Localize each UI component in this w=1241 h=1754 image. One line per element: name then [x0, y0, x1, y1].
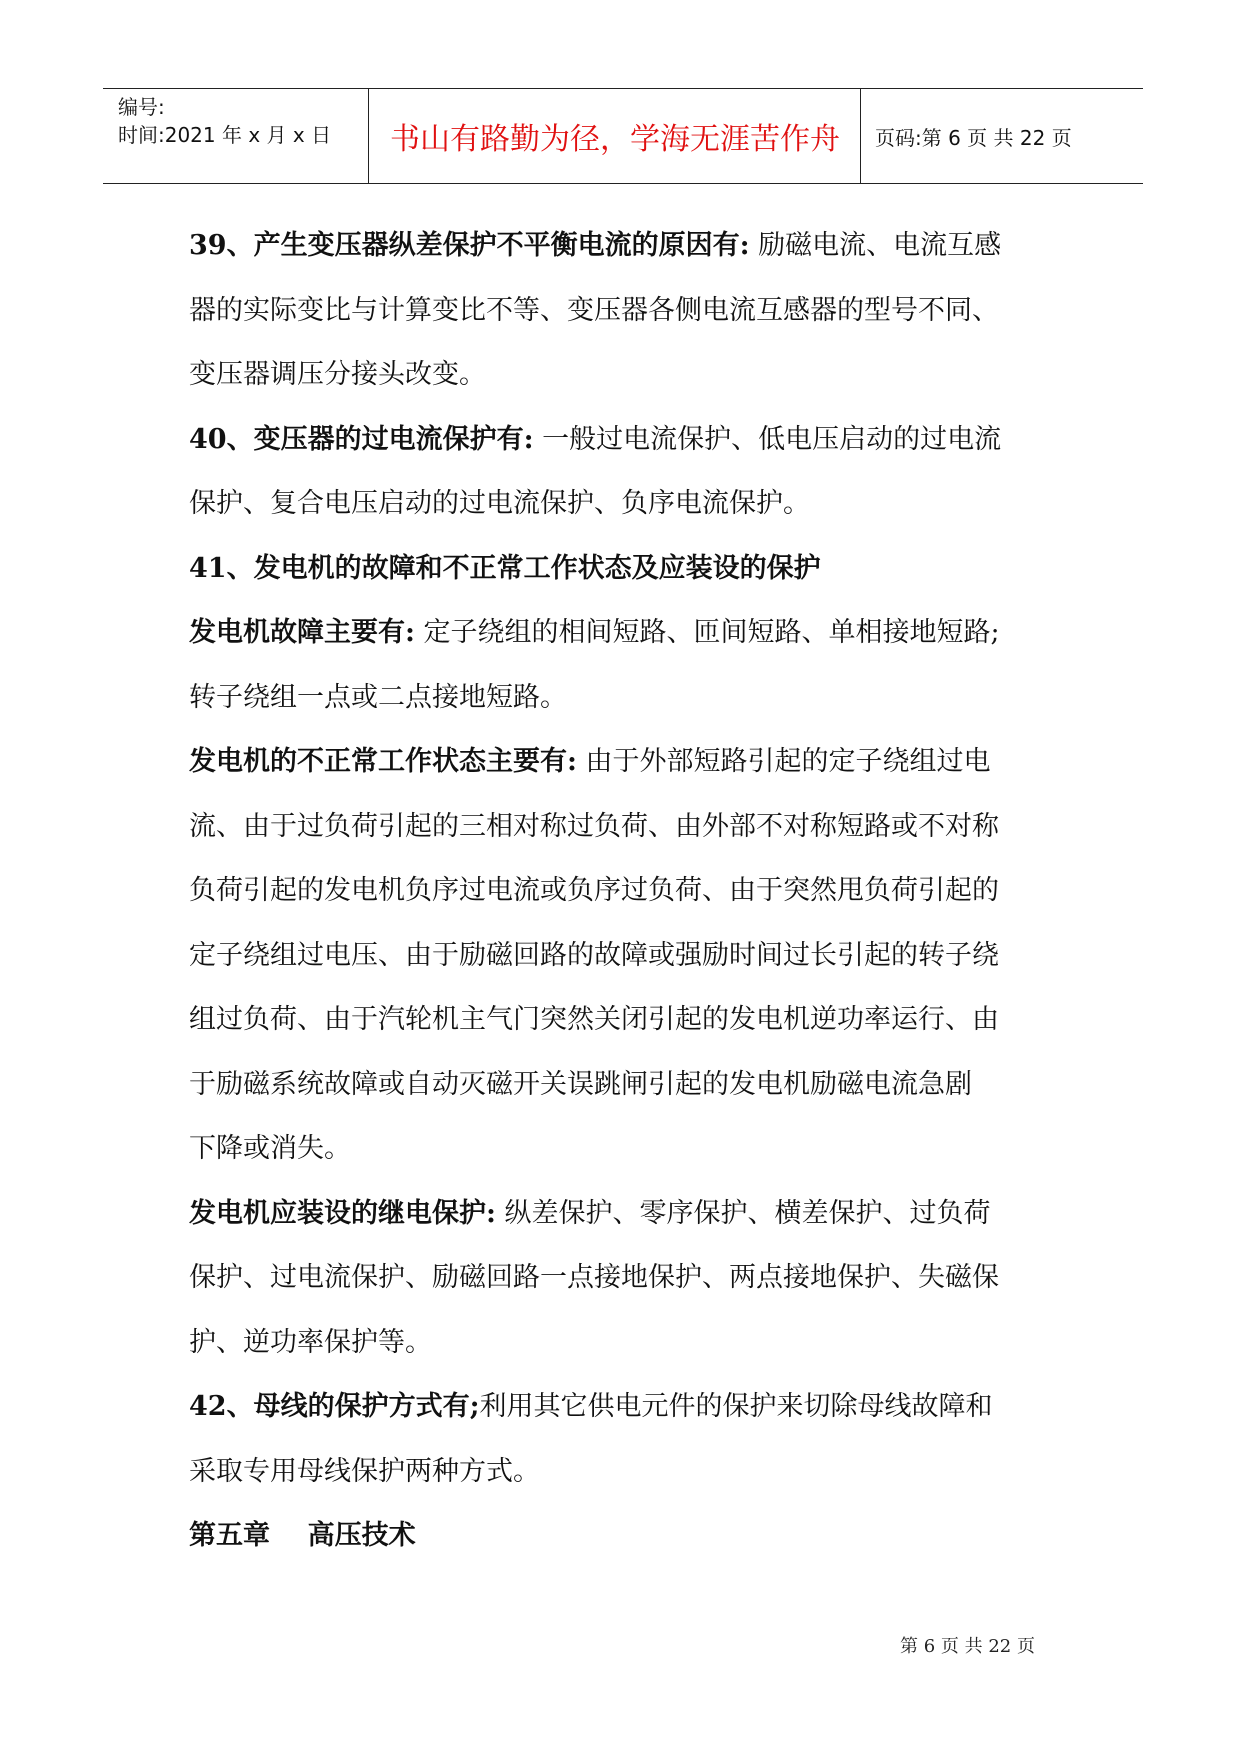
body-text: 由于外部短路引起的定子绕组过电: [576, 746, 991, 777]
bold-heading: 第五章 高压技术: [189, 1520, 416, 1551]
body-text: 流、由于过负荷引起的三相对称过负荷、由外部不对称短路或不对称: [189, 810, 999, 842]
text-line: [189, 1375, 1089, 1440]
bold-heading: 42、母线的保护方式有;: [189, 1391, 480, 1422]
chapter-heading: [189, 1504, 1089, 1569]
text-line: [189, 1246, 1089, 1311]
bold-heading: 41、发电机的故障和不正常工作状态及应装设的保护: [189, 552, 821, 584]
text-line: [189, 408, 1089, 473]
header-motto: 书山有路勤为径，学海无涯苦作舟: [390, 122, 840, 157]
page-header: [103, 88, 1143, 184]
page-footer: 第 6 页 共 22 页: [900, 1636, 1035, 1657]
body-text: 保护、复合电压启动的过电流保护、负序电流保护。: [189, 488, 810, 519]
header-divider: [368, 89, 369, 183]
bold-heading: 40、变压器的过电流保护有:: [189, 423, 534, 455]
body-text: 励磁电流、电流互感: [749, 230, 1002, 261]
document-date: 时间:2021 年 x 月 x 日: [118, 123, 332, 147]
header-divider: [860, 89, 861, 183]
text-line: [189, 472, 1089, 537]
body-text: 器的实际变比与计算变比不等、变压器各侧电流互感器的型号不同、: [189, 294, 999, 326]
text-line: [189, 214, 1089, 279]
body-text: 纵差保护、零序保护、横差保护、过负荷: [495, 1197, 991, 1229]
text-line: [189, 859, 1089, 924]
body-text: 于励磁系统故障或自动灭磁开关误跳闸引起的发电机励磁电流急剧: [189, 1068, 972, 1100]
header-page-number: 页码:第 6 页 共 22 页: [875, 125, 1072, 150]
body-text: 变压器调压分接头改变。: [189, 359, 486, 390]
text-line: [189, 666, 1089, 731]
body-text: 负荷引起的发电机负序过电流或负序过负荷、由于突然甩负荷引起的: [189, 875, 999, 906]
text-line: [189, 924, 1089, 989]
text-line: [189, 1053, 1089, 1118]
body-text: 下降或消失。: [189, 1133, 351, 1164]
text-line: [189, 730, 1089, 795]
text-line: [189, 988, 1089, 1053]
header-meta: [118, 93, 331, 149]
text-line: [189, 1182, 1089, 1247]
body-text: 定子绕组的相间短路、匝间短路、单相接地短路;: [414, 617, 1000, 648]
bold-heading: 发电机故障主要有:: [189, 617, 415, 648]
body-text: 保护、过电流保护、励磁回路一点接地保护、两点接地保护、失磁保: [189, 1262, 999, 1293]
bold-heading: 发电机应装设的继电保护:: [189, 1197, 496, 1229]
text-line: [189, 795, 1089, 860]
bold-heading: 发电机的不正常工作状态主要有:: [189, 746, 577, 777]
text-line: [189, 1117, 1089, 1182]
text-line: [189, 601, 1089, 666]
body-text: 护、逆功率保护等。: [189, 1326, 432, 1358]
text-line: [189, 1440, 1089, 1505]
body-text: 组过负荷、由于汽轮机主气门突然关闭引起的发电机逆功率运行、由: [189, 1004, 999, 1035]
text-line: [189, 1311, 1089, 1376]
body-text: 定子绕组过电压、由于励磁回路的故障或强励时间过长引起的转子绕: [189, 939, 999, 971]
document-body: [189, 214, 1089, 1569]
text-line: [189, 279, 1089, 344]
body-text: 采取专用母线保护两种方式。: [189, 1455, 540, 1487]
document-number-label: 编号:: [118, 95, 165, 119]
bold-heading: 39、产生变压器纵差保护不平衡电流的原因有:: [189, 230, 750, 261]
text-line: [189, 343, 1089, 408]
body-text: 一般过电流保护、低电压启动的过电流: [533, 423, 1002, 455]
body-text: 转子绕组一点或二点接地短路。: [189, 681, 567, 713]
text-line: [189, 537, 1089, 602]
body-text: 利用其它供电元件的保护来切除母线故障和: [479, 1391, 993, 1422]
